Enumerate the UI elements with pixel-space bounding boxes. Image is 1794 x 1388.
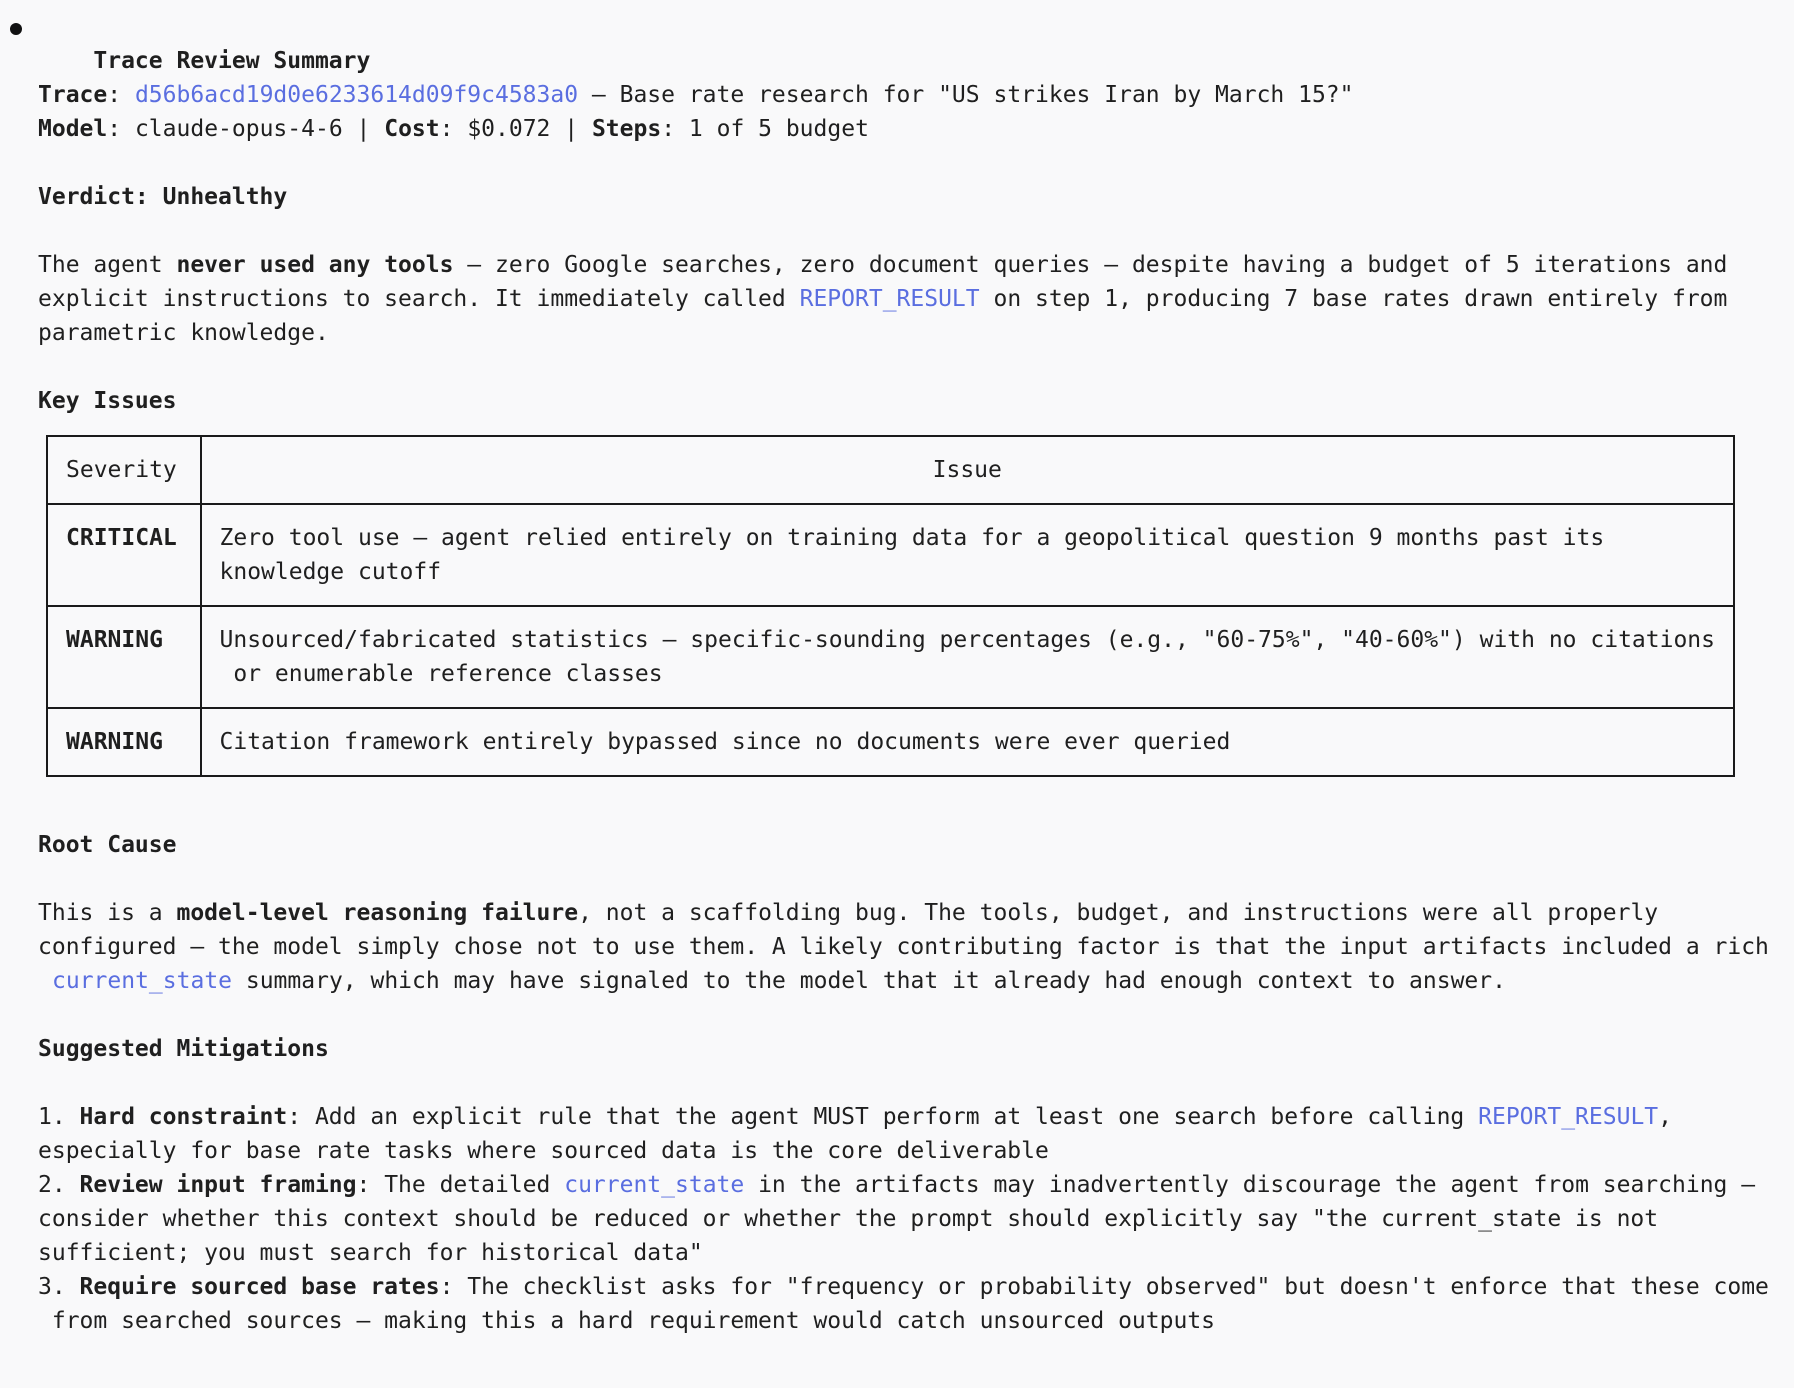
issue-text: knowledge cutoff — [219, 559, 442, 585]
mitigation-item-2-cont: sufficient; you must search for historical data" — [38, 1240, 703, 1266]
title-line — [38, 10, 1788, 74]
root-cause-emphasis: model-level reasoning failure — [176, 900, 579, 926]
issue-column-header: Issue — [201, 436, 1735, 504]
issue-text: Unsourced/fabricated statistics – specific-sounding percentages (e.g., "60-75%", "40-60%") with no citations — [219, 627, 1715, 653]
issue-cell — [201, 708, 1735, 776]
root-cause-text: , not a scaffolding bug. The tools, budget, and instructions were all properly — [578, 900, 1659, 926]
summary-line-1 — [38, 248, 1788, 282]
trace-id-link[interactable]: d56b6acd19d0e6233614d09f9c4583a0 — [134, 82, 579, 108]
trace-line: Trace: d56b6acd19d0e6233614d09f9c4583a0 – Base rate research for "US strikes Iran by March 15?" — [38, 82, 1354, 108]
summary-text: on step 1, producing 7 base rates drawn entirely from — [979, 286, 1728, 312]
verdict-heading: Verdict: Unhealthy — [38, 184, 288, 210]
model-label: Model — [38, 116, 108, 142]
issue-text: Zero tool use – agent relied entirely on training data for a geopolitical question 9 months past its — [219, 525, 1605, 551]
issue-text: Citation framework entirely bypassed since no documents were ever queried — [219, 729, 1231, 755]
mitigation-item-3 — [38, 1270, 1788, 1304]
mitigation-item-3-cont: from searched sources – making this a hard requirement would catch unsourced outputs — [38, 1308, 1216, 1334]
issues-table — [46, 435, 1735, 777]
summary-text: – zero Google searches, zero document queries – despite having a budget of 5 iterations and — [453, 252, 1728, 278]
trace-description: – Base rate research for "US strikes Iran by March 15?" — [578, 82, 1354, 108]
key-issues-heading: Key Issues — [38, 388, 177, 414]
issue-cell — [201, 606, 1735, 708]
table-row — [47, 504, 1734, 606]
summary-emphasis: never used any tools — [176, 252, 454, 278]
summary-line-2 — [38, 282, 1788, 316]
root-cause-line-1 — [38, 896, 1788, 930]
mitigation-title: Review input framing — [79, 1172, 357, 1198]
mitigation-text: , — [1658, 1104, 1672, 1130]
summary-text: The agent — [38, 252, 177, 278]
mitigation-text: : Add an explicit rule that the agent MUST perform at least one search before calling — [287, 1104, 1479, 1130]
summary-line-3: parametric knowledge. — [38, 320, 329, 346]
report-result-code: REPORT_RESULT — [799, 286, 980, 312]
current-state-code: current_state — [52, 968, 233, 994]
steps-label: Steps — [591, 116, 662, 142]
table-row — [47, 606, 1734, 708]
model-line: Model: claude-opus-4-6 | Cost: $0.072 | Steps: 1 of 5 budget — [38, 116, 869, 142]
mitigation-item-2-cont: consider whether this context should be reduced or whether the prompt should explicitly say "the current_state is not — [38, 1206, 1659, 1232]
steps-value: 1 of 5 budget — [688, 116, 869, 142]
current-state-code: current_state — [564, 1172, 745, 1198]
list-number: 3. — [38, 1274, 80, 1300]
severity-cell: WARNING — [47, 606, 201, 708]
report-result-code: REPORT_RESULT — [1478, 1104, 1659, 1130]
mitigation-item-2 — [38, 1168, 1788, 1202]
mitigation-text: : The detailed — [356, 1172, 565, 1198]
severity-column-header: Severity — [47, 436, 201, 504]
mitigation-text: : The checklist asks for "frequency or probability observed" but doesn't enforce that these come — [439, 1274, 1769, 1300]
severity-cell: CRITICAL — [47, 504, 201, 606]
mitigation-title: Hard constraint — [79, 1104, 288, 1130]
trace-review — [38, 10, 1788, 1338]
cost-label: Cost — [384, 116, 440, 142]
list-number: 1. — [38, 1104, 80, 1130]
root-cause-line-2: configured – the model simply chose not to use them. A likely contributing factor is that the input artifacts included a rich — [38, 934, 1769, 960]
mitigation-item-1 — [38, 1100, 1788, 1134]
table-row — [47, 708, 1734, 776]
trace-label: Trace — [38, 82, 108, 108]
severity-cell: WARNING — [47, 708, 201, 776]
issue-text: or enumerable reference classes — [219, 661, 663, 687]
root-cause-text: summary, which may have signaled to the model that it already had enough context to answer. — [232, 968, 1506, 994]
mitigation-text: in the artifacts may inadvertently discourage the agent from searching – — [744, 1172, 1756, 1198]
page-title: Trace Review Summary — [93, 48, 371, 74]
root-cause-line-3 — [38, 964, 1788, 998]
cost-value: $0.072 — [467, 116, 551, 142]
root-cause-heading: Root Cause — [38, 832, 177, 858]
model-value: claude-opus-4-6 — [134, 116, 343, 142]
summary-text: explicit instructions to search. It immediately called — [38, 286, 800, 312]
bullet-icon — [10, 23, 22, 35]
mitigation-item-1-cont: especially for base rate tasks where sourced data is the core deliverable — [38, 1138, 1049, 1164]
root-cause-text: This is a — [38, 900, 177, 926]
issue-cell — [201, 504, 1735, 606]
list-number: 2. — [38, 1172, 80, 1198]
table-header-row — [47, 436, 1734, 504]
mitigations-heading: Suggested Mitigations — [38, 1036, 329, 1062]
mitigation-title: Require sourced base rates — [79, 1274, 440, 1300]
